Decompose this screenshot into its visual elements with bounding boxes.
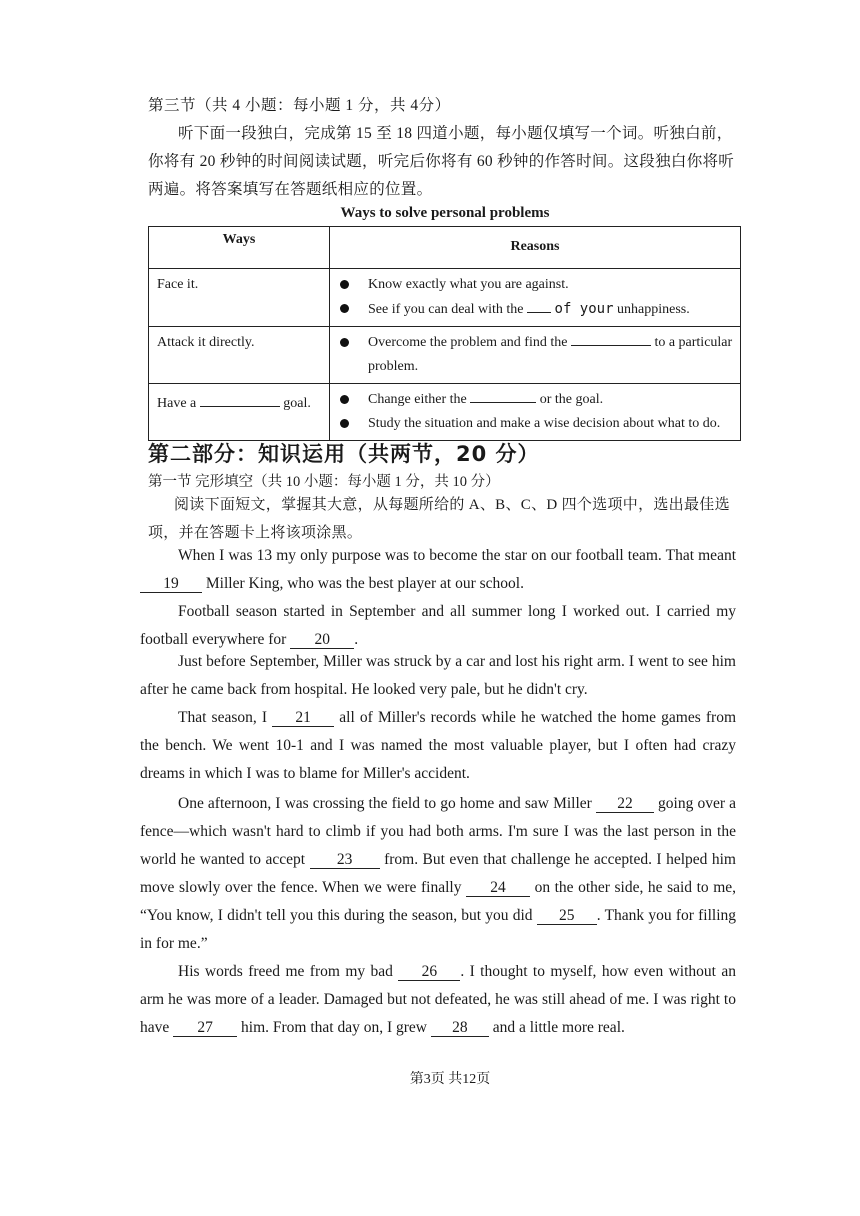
way-cell: Attack it directly. [149, 327, 330, 384]
way-text: goal. [279, 396, 311, 411]
table-title: Ways to solve personal problems [340, 205, 550, 221]
passage-paragraph: Just before September, Miller was struck by a car and lost his right arm. I went to see him after he came back from hospital. He looked very pale, but he didn't cry. [140, 653, 736, 698]
reason-item [336, 412, 734, 436]
passage-paragraph [140, 790, 736, 958]
blank-28: 28 [431, 1020, 489, 1037]
blank-27: 27 [173, 1020, 237, 1037]
bullet-icon [340, 304, 349, 313]
passage-text: Miller King, who was the best player at our school. [202, 575, 524, 592]
table-row [149, 384, 741, 441]
reason-text: Change either the [368, 392, 471, 407]
passage-text: His words freed me from my bad [178, 963, 399, 980]
reason-text: or the goal. [536, 392, 604, 407]
reason-text: Know exactly what you are against. [368, 277, 569, 292]
blank-22: 22 [596, 796, 654, 813]
reasons-cell [330, 384, 741, 441]
blank-25: 25 [537, 908, 597, 925]
bullet-icon [340, 280, 349, 289]
passage-paragraph [140, 598, 736, 654]
reason-text: See if you can deal with the [368, 302, 528, 317]
page-footer: 第3页 共12页 [409, 1072, 491, 1087]
passage-text: and a little more real. [488, 1019, 625, 1036]
section3-title: 第三节（共 4 小题：每小题 1 分，共 4分） [148, 97, 451, 114]
passage-text: . Thank you for filling in for me.” [140, 907, 736, 952]
passage-text: When I was 13 my only purpose was to become the star on our football team. That meant [178, 547, 736, 564]
answer-blank-17 [200, 392, 280, 407]
blank-21: 21 [272, 710, 334, 727]
passage-text: going over a fence—which wasn't hard to climb if you had both arms. I'm sure I was the last person in the world he wanted to accept [140, 795, 736, 868]
column-header-reasons: Reasons [330, 227, 741, 269]
passage-text: him. From that day on, I grew [237, 1019, 431, 1036]
bullet-icon [340, 338, 349, 347]
blank-24: 24 [466, 880, 530, 897]
passage-text: on the other side, he said to me, “You know, I didn't tell you this during the season, but you did [140, 879, 737, 924]
reason-item [336, 331, 734, 379]
blank-19: 19 [140, 576, 202, 593]
way-cell: Face it. [149, 269, 330, 327]
passage-text: . [354, 631, 359, 648]
table-row [149, 327, 741, 384]
reason-text: to a particular problem. [368, 335, 733, 374]
passage-text: . I thought to myself, how even without an arm he was more of a leader. Damaged but not defeated, he was still ahead of me. I was right to have [140, 963, 736, 1036]
passage-text: Football season started in September and all summer long I worked out. I carried my football everywhere for [140, 603, 736, 648]
answer-blank-15 [527, 298, 551, 313]
part2-title: 第二部分：知识运用（共两节，20 分） [148, 442, 540, 466]
passage-text: from. But even that challenge he accepted. I helped him move slowly over the fence. When we were finally [140, 851, 736, 896]
part2-section1-title: 第一节 完形填空（共 10 小题：每小题 1 分，共 10 分） [148, 474, 500, 490]
reason-item [336, 388, 734, 412]
reason-item [336, 273, 734, 297]
part2-instructions: 阅读下面短文，掌握其大意，从每题所给的 A、B、C、D 四个选项中，选出最佳选项，并在答题卡上将该项涂黑。 [148, 497, 730, 541]
passage-text: all of Miller's records while he watched the home games from the bench. We went 10-1 and I was named the most valuable player, but I often had crazy dreams in which I was to blame for Miller's accident. [140, 709, 737, 782]
section3-instructions: 听下面一段独白，完成第 15 至 18 四道小题，每小题仅填写一个词。听独白前，你将有 20 秒钟的时间阅读试题，听完后你将有 60 秒钟的作答时间。这段独白你将听两遍。将答案填写在答题纸相应的位置。 [148, 125, 735, 198]
typed-answer: of your [554, 301, 614, 317]
passage-paragraph [140, 704, 736, 788]
table-header-row [149, 227, 741, 269]
way-cell [149, 384, 330, 441]
reason-text: Study the situation and make a wise decision about what to do. [368, 416, 721, 431]
answer-blank-16 [571, 331, 651, 346]
blank-23: 23 [310, 852, 380, 869]
reason-text: Overcome the problem and find the [368, 335, 571, 350]
passage-paragraph [140, 958, 736, 1042]
table-row [149, 269, 741, 327]
way-text: Have a [157, 396, 200, 411]
reasons-cell [330, 327, 741, 384]
blank-26: 26 [398, 964, 460, 981]
reason-text: unhappiness. [613, 302, 690, 317]
passage-paragraph [140, 542, 736, 598]
blank-20: 20 [290, 632, 354, 649]
bullet-icon [340, 395, 349, 404]
ways-table [148, 226, 741, 441]
passage-text: That season, I [178, 709, 273, 726]
bullet-icon [340, 419, 349, 428]
answer-blank-18 [470, 388, 536, 403]
reason-item [336, 297, 734, 322]
reasons-cell [330, 269, 741, 327]
column-header-ways: Ways [149, 227, 330, 269]
passage-text: One afternoon, I was crossing the field to go home and saw Miller [178, 795, 596, 812]
